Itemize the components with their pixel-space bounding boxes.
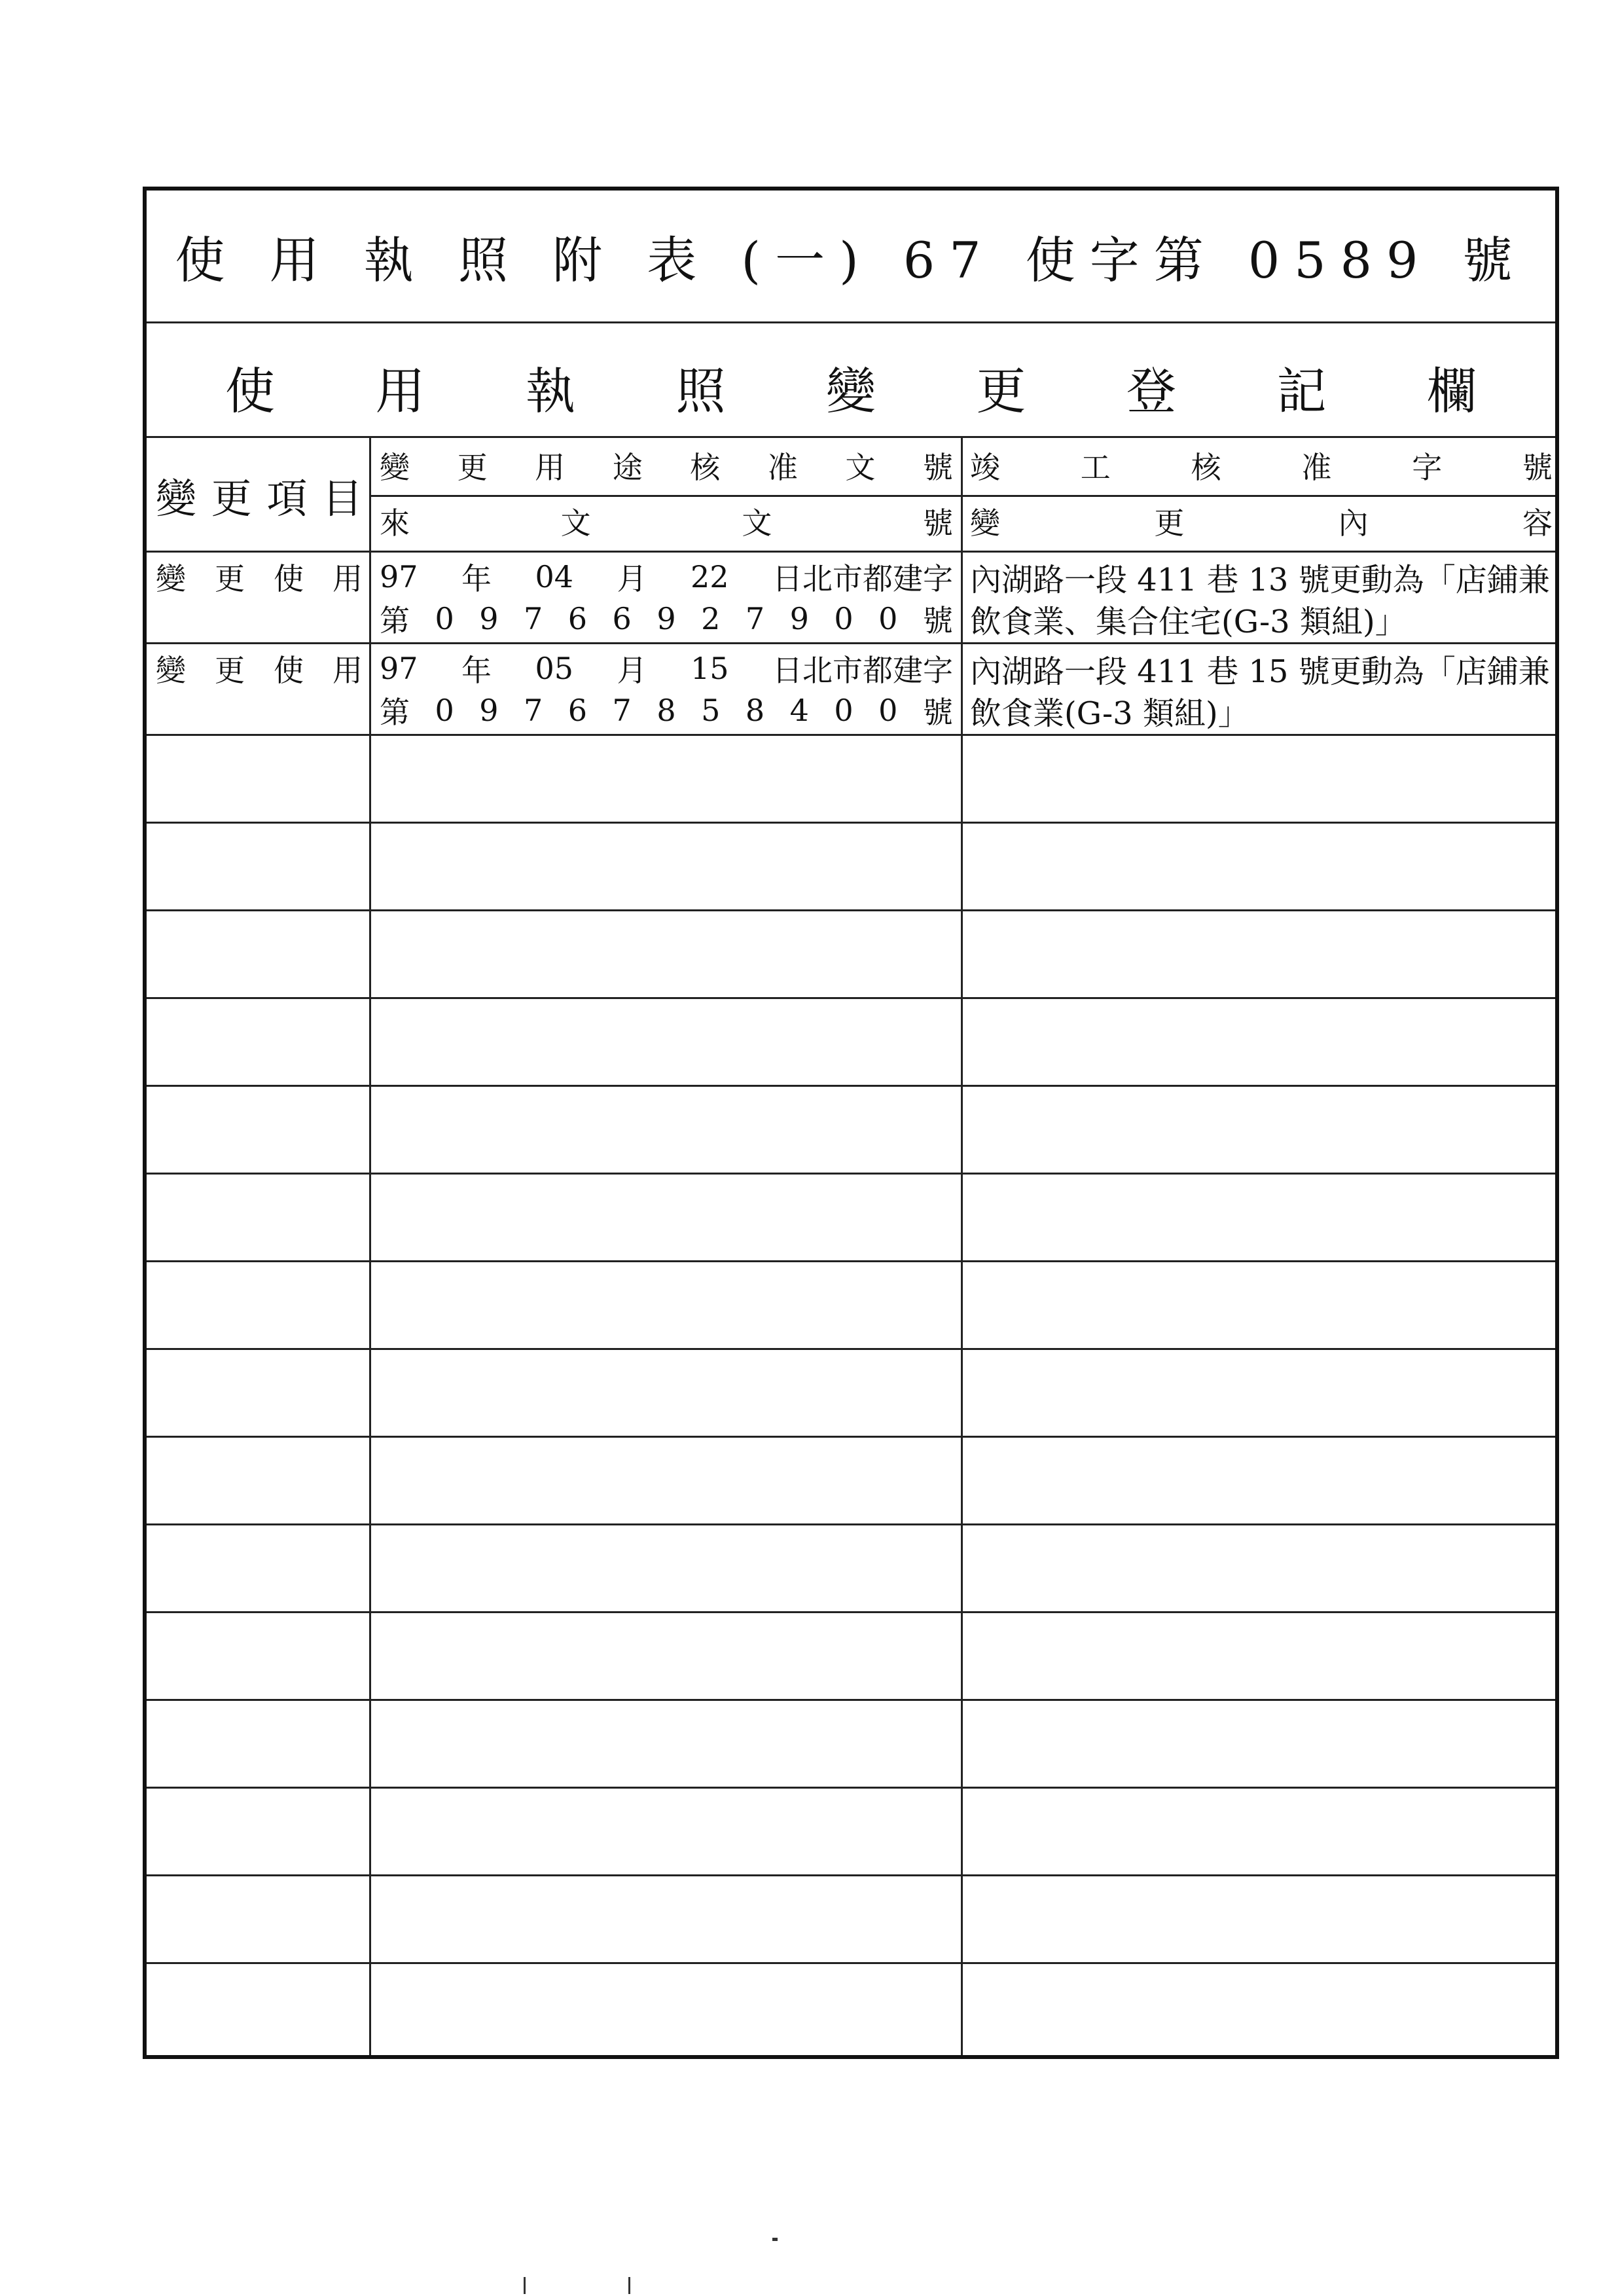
row-doc-line1-char: 97 xyxy=(380,559,418,594)
header-completion-char: 字 xyxy=(1412,450,1443,485)
header-incoming-char: 來 xyxy=(380,505,410,541)
empty-row-divider xyxy=(147,1611,1555,1613)
row-doc-line2-char: 號 xyxy=(922,603,953,638)
row-doc-line2-char: 6 xyxy=(567,693,588,728)
row-doc-line2-char: 0 xyxy=(878,693,898,728)
row-doc-line1-char: 年 xyxy=(461,561,492,596)
change-registration-form xyxy=(143,187,1559,2059)
row-doc-line2-char: 7 xyxy=(524,693,543,728)
header-completion-char: 竣 xyxy=(970,450,1000,485)
row-item-char: 使 xyxy=(274,653,304,688)
header-completion-char: 准 xyxy=(1301,450,1332,485)
header-approval-doc-no xyxy=(380,443,953,488)
row-item-char: 更 xyxy=(215,653,245,688)
row2-content-line2: 飲食業(G-3 類組)」 xyxy=(970,695,1249,732)
header-item-char: 項 xyxy=(266,474,308,522)
row2-item xyxy=(156,647,363,689)
row-doc-line2-char: 9 xyxy=(479,693,499,728)
row-doc-line2-char: 7 xyxy=(745,601,765,636)
header-bottom-divider xyxy=(147,551,1555,553)
row-doc-line1-char: 05 xyxy=(535,651,574,686)
row-item-char: 使 xyxy=(274,561,304,596)
row2-doc-line1 xyxy=(380,647,953,689)
row2-content-line1: 內湖路一段 411 巷 15 號更動為「店鋪兼 xyxy=(970,653,1550,690)
header-completion-no xyxy=(970,443,1553,488)
row-item-char: 用 xyxy=(333,653,363,688)
row1-content-line2: 飲食業、集合住宅(G-3 類組)」 xyxy=(970,603,1407,640)
title-divider xyxy=(147,321,1555,323)
section-title-char: 用 xyxy=(375,361,425,420)
header-item-char: 更 xyxy=(211,474,252,522)
empty-row-divider xyxy=(147,1874,1555,1876)
row-item-char: 變 xyxy=(156,561,186,596)
header-incoming-doc-no xyxy=(380,498,953,544)
row-doc-line2-char: 9 xyxy=(479,601,499,636)
header-approval-char: 途 xyxy=(612,450,643,485)
row-doc-line2-char: 0 xyxy=(834,693,854,728)
form-title: 使 用 執 照 附 表 (一) 67 使字第 0589 號 xyxy=(175,230,1527,289)
header-content-char: 內 xyxy=(1338,505,1369,541)
header-approval-char: 用 xyxy=(535,450,566,485)
empty-row-divider xyxy=(147,1260,1555,1262)
empty-row-divider xyxy=(147,1699,1555,1701)
row1-divider xyxy=(147,642,1555,644)
empty-row-divider xyxy=(147,1962,1555,1964)
header-content-char: 變 xyxy=(970,505,1000,541)
header-completion-char: 核 xyxy=(1191,450,1221,485)
row-doc-line1-char: 年 xyxy=(461,653,492,688)
empty-row-divider xyxy=(147,909,1555,911)
row-doc-line2-char: 2 xyxy=(701,601,721,636)
section-title-char: 記 xyxy=(1276,361,1327,420)
row-item-char: 更 xyxy=(215,561,245,596)
row-doc-line2-char: 第 xyxy=(380,695,410,730)
section-title xyxy=(225,351,1477,423)
empty-row-divider xyxy=(147,997,1555,999)
empty-row-divider xyxy=(147,1173,1555,1175)
header-approval-char: 號 xyxy=(922,450,953,485)
row-doc-line2-char: 7 xyxy=(612,693,632,728)
row-doc-line1-char: 15 xyxy=(690,651,729,686)
row-doc-line1-char: 22 xyxy=(690,559,729,594)
row-doc-line1-char: 日北市都建字 xyxy=(772,561,953,596)
row-doc-line2-char: 0 xyxy=(435,601,454,636)
header-item xyxy=(156,446,363,544)
header-incoming-char: 文 xyxy=(560,505,591,541)
header-item-char: 變 xyxy=(156,474,197,522)
header-sub-divider xyxy=(369,495,1555,497)
header-completion-char: 工 xyxy=(1080,450,1111,485)
empty-row-divider xyxy=(147,1436,1555,1438)
row-doc-line2-char: 0 xyxy=(834,601,854,636)
row-doc-line2-char: 5 xyxy=(701,693,721,728)
row2-doc-line2 xyxy=(380,689,953,731)
section-divider xyxy=(147,436,1555,438)
row1-doc-line1 xyxy=(380,556,953,598)
header-approval-char: 更 xyxy=(457,450,488,485)
header-incoming-char: 文 xyxy=(742,505,772,541)
section-title-char: 登 xyxy=(1126,361,1176,420)
row-doc-line2-char: 號 xyxy=(922,695,953,730)
header-approval-char: 准 xyxy=(767,450,798,485)
row-doc-line1-char: 04 xyxy=(535,559,574,594)
empty-row-divider xyxy=(147,822,1555,824)
header-content-char: 容 xyxy=(1522,505,1553,541)
row-doc-line1-char: 日北市都建字 xyxy=(772,653,953,688)
row-doc-line2-char: 第 xyxy=(380,603,410,638)
row-doc-line2-char: 0 xyxy=(435,693,454,728)
header-approval-char: 文 xyxy=(845,450,876,485)
scan-tick-right xyxy=(628,2277,630,2294)
row-doc-line1-char: 月 xyxy=(617,561,647,596)
row-doc-line2-char: 8 xyxy=(745,693,765,728)
row-doc-line2-char: 6 xyxy=(612,601,632,636)
row2-divider xyxy=(147,734,1555,736)
row-doc-line2-char: 6 xyxy=(567,601,588,636)
header-incoming-char: 號 xyxy=(922,505,953,541)
section-title-char: 更 xyxy=(976,361,1026,420)
section-title-char: 使 xyxy=(225,361,275,420)
header-change-content xyxy=(970,498,1553,544)
empty-row-divider xyxy=(147,1787,1555,1789)
empty-row-divider xyxy=(147,1085,1555,1087)
header-content-char: 更 xyxy=(1154,505,1185,541)
row-doc-line2-char: 9 xyxy=(789,601,809,636)
row1-item xyxy=(156,556,363,598)
section-title-char: 變 xyxy=(826,361,876,420)
row1-doc-line2 xyxy=(380,598,953,640)
section-title-char: 欄 xyxy=(1427,361,1477,420)
row-doc-line1-char: 月 xyxy=(617,653,647,688)
section-title-char: 照 xyxy=(675,361,726,420)
column-divider-1 xyxy=(369,436,371,2055)
row-doc-line2-char: 0 xyxy=(878,601,898,636)
scan-speck xyxy=(772,2238,778,2241)
row-doc-line1-char: 97 xyxy=(380,651,418,686)
empty-row-divider xyxy=(147,1348,1555,1350)
row-item-char: 用 xyxy=(333,561,363,596)
row-doc-line2-char: 4 xyxy=(789,693,809,728)
header-approval-char: 核 xyxy=(690,450,721,485)
row-doc-line2-char: 8 xyxy=(656,693,676,728)
scan-tick-left xyxy=(524,2277,526,2294)
row-doc-line2-char: 7 xyxy=(524,601,543,636)
section-title-char: 執 xyxy=(526,361,575,420)
row-item-char: 變 xyxy=(156,653,186,688)
header-approval-char: 變 xyxy=(380,450,410,485)
column-divider-2 xyxy=(961,436,963,2055)
header-item-char: 目 xyxy=(321,474,363,522)
header-completion-char: 號 xyxy=(1522,450,1553,485)
empty-row-divider xyxy=(147,1523,1555,1525)
row1-content-line1: 內湖路一段 411 巷 13 號更動為「店鋪兼 xyxy=(970,561,1550,598)
row-doc-line2-char: 9 xyxy=(656,601,676,636)
